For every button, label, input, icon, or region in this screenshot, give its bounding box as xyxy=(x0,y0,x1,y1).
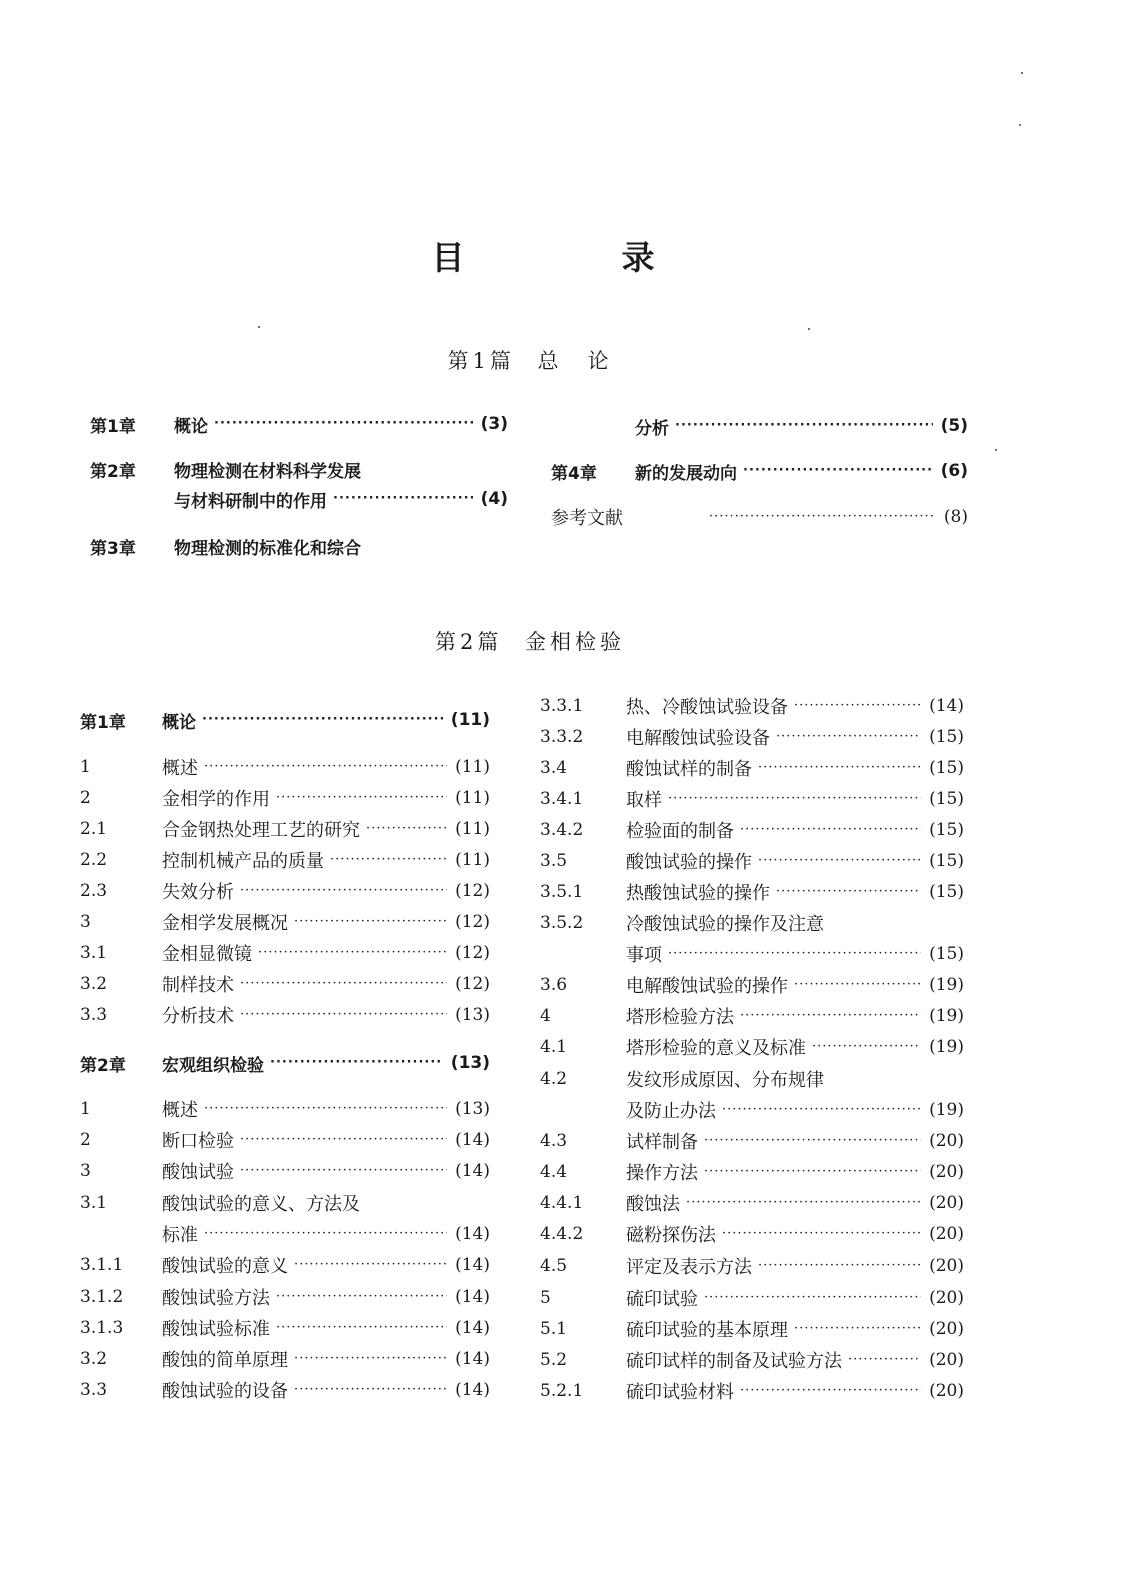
toc-entry-number: 1 xyxy=(80,1099,91,1119)
toc-entry-number: 3.3.2 xyxy=(540,727,584,747)
toc-entry xyxy=(80,1375,490,1405)
toc-entry-page: (12) xyxy=(455,881,490,901)
toc-entry-title: 硫印试验材料 xyxy=(626,1382,734,1403)
scan-speck xyxy=(995,449,997,451)
toc-entry-title: 新的发展动向 xyxy=(635,463,737,484)
toc-entry xyxy=(540,784,964,814)
toc-entry-page: (14) xyxy=(455,1255,490,1275)
toc-entry-number: 5.2.1 xyxy=(540,1381,584,1401)
toc-entry-title: 塔形检验方法 xyxy=(626,1007,734,1028)
dot-leader xyxy=(794,1314,921,1344)
part-2-label: 第2篇 xyxy=(434,630,503,654)
toc-entry xyxy=(540,846,964,876)
dot-leader xyxy=(276,1313,447,1343)
toc-entry-page: (20) xyxy=(929,1256,964,1276)
dot-leader xyxy=(675,411,933,441)
dot-leader xyxy=(758,1251,921,1281)
dot-leader xyxy=(704,1126,921,1156)
dot-leader xyxy=(366,814,447,844)
toc-entry xyxy=(540,1345,964,1375)
toc-entry-page: (15) xyxy=(929,851,964,871)
dot-leader xyxy=(240,1125,447,1155)
toc-entry xyxy=(540,1001,964,1031)
toc-entry-page: (14) xyxy=(929,696,964,716)
toc-entry xyxy=(90,531,508,561)
dot-leader xyxy=(202,705,443,735)
toc-entry-number: 3.4.1 xyxy=(540,789,584,809)
scan-speck xyxy=(258,326,260,328)
toc-entry xyxy=(80,1188,490,1218)
toc-entry-page: (11) xyxy=(450,710,490,730)
toc-entry-number: 4.5 xyxy=(540,1256,568,1276)
dot-leader xyxy=(204,1094,447,1124)
toc-entry-number: 3.3 xyxy=(80,1380,108,1400)
toc-entry xyxy=(551,502,968,532)
toc-entry xyxy=(540,815,964,845)
dot-leader xyxy=(776,877,921,907)
toc-entry xyxy=(80,1250,490,1280)
toc-entry-page: (12) xyxy=(455,912,490,932)
toc-entry xyxy=(540,722,964,752)
dot-leader xyxy=(294,1344,447,1374)
toc-entry-title: 电解酸蚀试验设备 xyxy=(626,728,770,749)
toc-entry-number: 2.2 xyxy=(80,850,108,870)
toc-entry xyxy=(540,970,964,1000)
toc-entry-page: (13) xyxy=(455,1005,490,1025)
toc-entry xyxy=(80,938,490,968)
toc-entry-title: 热酸蚀试验的操作 xyxy=(626,883,770,904)
toc-entry-page: (12) xyxy=(455,943,490,963)
toc-entry-page: (19) xyxy=(929,1100,964,1120)
toc-entry-number: 2 xyxy=(80,788,91,808)
toc-entry-title: 参考文献 xyxy=(551,508,623,529)
toc-entry-title: 硫印试验 xyxy=(626,1289,698,1310)
toc-entry-title: 酸蚀试验的意义、方法及 xyxy=(162,1194,360,1215)
toc-entry-title: 电解酸蚀试验的操作 xyxy=(626,976,788,997)
dot-leader xyxy=(204,752,447,782)
toc-entry xyxy=(540,1126,964,1156)
toc-entry-title: 金相学的作用 xyxy=(162,789,270,810)
toc-entry xyxy=(80,1000,490,1030)
toc-entry xyxy=(90,454,508,484)
dot-leader xyxy=(294,907,447,937)
toc-entry xyxy=(540,1064,964,1094)
toc-entry xyxy=(540,691,964,721)
toc-entry-number: 第3章 xyxy=(90,538,136,559)
toc-entry-number: 3.1.2 xyxy=(80,1287,124,1307)
toc-entry xyxy=(540,1032,964,1062)
dot-leader xyxy=(758,753,921,783)
toc-entry-number: 3.5.2 xyxy=(540,913,584,933)
toc-entry-title: 失效分析 xyxy=(162,882,234,903)
toc-entry-title: 酸蚀试验标准 xyxy=(162,1319,270,1340)
toc-entry-number: 4.4.2 xyxy=(540,1224,584,1244)
toc-entry-number: 第2章 xyxy=(80,1055,126,1076)
toc-entry-number: 3.4.2 xyxy=(540,820,584,840)
toc-entry xyxy=(551,411,968,441)
toc-entry xyxy=(540,877,964,907)
toc-entry-number: 3.6 xyxy=(540,975,568,995)
toc-entry-page: (14) xyxy=(455,1287,490,1307)
toc-entry-title: 制样技术 xyxy=(162,975,234,996)
dot-leader xyxy=(294,1250,447,1280)
toc-entry-title: 金相显微镜 xyxy=(162,944,252,965)
toc-entry-page: (13) xyxy=(450,1053,490,1073)
toc-entry-title: 断口检验 xyxy=(162,1131,234,1152)
toc-entry xyxy=(80,752,490,782)
toc-entry xyxy=(80,705,490,735)
dot-leader xyxy=(270,1048,443,1078)
dot-leader xyxy=(330,845,447,875)
toc-entry xyxy=(540,908,964,938)
toc-entry xyxy=(80,1313,490,1343)
toc-entry xyxy=(540,1219,964,1249)
toc-entry-title: 控制机械产品的质量 xyxy=(162,851,324,872)
toc-entry-page: (14) xyxy=(455,1224,490,1244)
toc-entry-title: 硫印试验的基本原理 xyxy=(626,1320,788,1341)
toc-entry-page: (11) xyxy=(455,850,490,870)
dot-leader xyxy=(240,969,447,999)
toc-entry-number: 4.2 xyxy=(540,1069,568,1089)
toc-entry-number: 2.3 xyxy=(80,881,108,901)
toc-entry-page: (15) xyxy=(929,820,964,840)
toc-entry-number: 3.1 xyxy=(80,943,108,963)
dot-leader xyxy=(258,938,447,968)
toc-entry xyxy=(80,1344,490,1374)
part-1-label: 第1篇 xyxy=(447,349,515,373)
toc-entry xyxy=(540,1283,964,1313)
toc-entry xyxy=(80,814,490,844)
dot-leader xyxy=(333,484,473,514)
toc-entry xyxy=(540,753,964,783)
toc-entry-title: 酸蚀试验 xyxy=(162,1162,234,1183)
toc-entry xyxy=(80,845,490,875)
toc-entry-page: (11) xyxy=(455,757,490,777)
toc-entry-number: 3.4 xyxy=(540,758,568,778)
toc-entry-page: (4) xyxy=(480,489,508,509)
toc-entry-number: 5 xyxy=(540,1288,551,1308)
toc-entry-number: 3.2 xyxy=(80,974,108,994)
toc-entry xyxy=(80,969,490,999)
dot-leader xyxy=(668,784,921,814)
dot-leader xyxy=(743,456,933,486)
dot-leader xyxy=(204,1219,447,1249)
toc-entry-title: 合金钢热处理工艺的研究 xyxy=(162,820,360,841)
toc-entry-number: 3.1 xyxy=(80,1193,108,1213)
toc-entry-title: 概论 xyxy=(174,416,208,437)
dot-leader xyxy=(794,691,921,721)
toc-entry-title: 热、冷酸蚀试验设备 xyxy=(626,697,788,718)
toc-entry-page: (20) xyxy=(929,1193,964,1213)
dot-leader xyxy=(294,1375,447,1405)
toc-entry-page: (6) xyxy=(940,461,968,481)
toc-entry-title: 酸蚀试验的操作 xyxy=(626,852,752,873)
toc-entry-title: 概论 xyxy=(162,712,196,733)
toc-entry xyxy=(540,1157,964,1187)
dot-leader xyxy=(240,1156,447,1186)
dot-leader xyxy=(686,1188,921,1218)
dot-leader xyxy=(276,783,447,813)
page-title: 目 录 xyxy=(431,238,717,277)
dot-leader xyxy=(276,1282,447,1312)
dot-leader xyxy=(240,876,447,906)
part-2-heading xyxy=(0,626,1060,656)
toc-entry xyxy=(540,1188,964,1218)
toc-entry xyxy=(80,1156,490,1186)
toc-entry-number: 4 xyxy=(540,1006,551,1026)
scan-speck xyxy=(1019,124,1021,126)
toc-entry-title: 概述 xyxy=(162,1100,198,1121)
toc-entry-title: 物理检测在材料科学发展 xyxy=(174,461,361,482)
toc-entry-title: 酸蚀试验方法 xyxy=(162,1288,270,1309)
toc-entry-number: 3 xyxy=(80,912,91,932)
dot-leader xyxy=(722,1095,921,1125)
scan-speck xyxy=(1021,72,1023,74)
toc-entry xyxy=(551,456,968,486)
part-1-heading xyxy=(0,345,1060,375)
toc-entry-page: (14) xyxy=(455,1130,490,1150)
toc-entry-title: 标准 xyxy=(162,1225,198,1246)
toc-entry xyxy=(540,1251,964,1281)
toc-entry xyxy=(80,1048,490,1078)
toc-entry-title: 磁粉探伤法 xyxy=(626,1225,716,1246)
toc-entry-page: (15) xyxy=(929,944,964,964)
toc-entry xyxy=(80,876,490,906)
dot-leader xyxy=(740,1376,921,1406)
dot-leader xyxy=(704,1283,921,1313)
toc-entry-page: (20) xyxy=(929,1319,964,1339)
toc-entry-page: (20) xyxy=(929,1350,964,1370)
toc-entry-page: (19) xyxy=(929,1006,964,1026)
toc-entry xyxy=(540,1376,964,1406)
toc-entry-title: 及防止办法 xyxy=(626,1101,716,1122)
toc-entry-page: (20) xyxy=(929,1131,964,1151)
toc-entry-title: 塔形检验的意义及标准 xyxy=(626,1038,806,1059)
dot-leader xyxy=(214,409,473,439)
toc-entry-title: 发纹形成原因、分布规律 xyxy=(626,1070,824,1091)
toc-entry-page: (14) xyxy=(455,1318,490,1338)
part-2-name: 金相检验 xyxy=(525,630,626,654)
part-1-name: 总 论 xyxy=(537,349,613,373)
toc-entry xyxy=(80,1219,490,1249)
toc-entry-page: (15) xyxy=(929,758,964,778)
toc-entry-number: 2.1 xyxy=(80,819,108,839)
toc-entry-page: (8) xyxy=(943,507,968,527)
toc-entry-title: 金相学发展概况 xyxy=(162,913,288,934)
toc-entry-title: 硫印试样的制备及试验方法 xyxy=(626,1351,842,1372)
dot-leader xyxy=(758,846,921,876)
dot-leader xyxy=(740,1001,921,1031)
toc-entry-title: 酸蚀法 xyxy=(626,1194,680,1215)
toc-entry-title: 取样 xyxy=(626,790,662,811)
toc-entry-number: 1 xyxy=(80,757,91,777)
toc-entry-number: 4.1 xyxy=(540,1037,568,1057)
toc-entry-number: 3.5 xyxy=(540,851,568,871)
toc-entry-title: 检验面的制备 xyxy=(626,821,734,842)
toc-entry-title: 酸蚀试验的设备 xyxy=(162,1381,288,1402)
toc-entry-number: 第1章 xyxy=(80,712,126,733)
dot-leader xyxy=(740,815,921,845)
toc-entry-page: (3) xyxy=(480,414,508,434)
dot-leader xyxy=(704,1157,921,1187)
toc-entry-page: (14) xyxy=(455,1161,490,1181)
toc-entry-page: (20) xyxy=(929,1224,964,1244)
toc-entry-page: (12) xyxy=(455,974,490,994)
toc-entry-page: (13) xyxy=(455,1099,490,1119)
toc-entry-title: 分析 xyxy=(635,418,669,439)
toc-entry-number: 2 xyxy=(80,1130,91,1150)
toc-entry xyxy=(80,1282,490,1312)
toc-entry-number: 5.2 xyxy=(540,1350,568,1370)
toc-entry-title: 事项 xyxy=(626,945,662,966)
toc-entry-page: (14) xyxy=(455,1349,490,1369)
toc-entry-title: 宏观组织检验 xyxy=(162,1055,264,1076)
toc-entry xyxy=(540,1095,964,1125)
dot-leader xyxy=(722,1219,921,1249)
toc-entry-title: 物理检测的标准化和综合 xyxy=(174,538,361,559)
toc-entry-page: (20) xyxy=(929,1381,964,1401)
toc-entry-title: 冷酸蚀试验的操作及注意 xyxy=(626,914,824,935)
toc-entry-title: 概述 xyxy=(162,758,198,779)
dot-leader xyxy=(848,1345,921,1375)
toc-entry-title: 分析技术 xyxy=(162,1006,234,1027)
toc-entry-page: (5) xyxy=(940,416,968,436)
toc-entry-title: 酸蚀试验的意义 xyxy=(162,1256,288,1277)
toc-entry-page: (11) xyxy=(455,819,490,839)
toc-entry-number: 3 xyxy=(80,1161,91,1181)
toc-entry xyxy=(80,1094,490,1124)
toc-entry-number: 3.5.1 xyxy=(540,882,584,902)
toc-entry xyxy=(80,907,490,937)
toc-entry-page: (19) xyxy=(929,975,964,995)
toc-entry-number: 第1章 xyxy=(90,416,136,437)
toc-entry-title: 试样制备 xyxy=(626,1132,698,1153)
toc-entry-page: (15) xyxy=(929,789,964,809)
dot-leader xyxy=(794,970,921,1000)
toc-entry-page: (15) xyxy=(929,882,964,902)
toc-entry-number: 3.2 xyxy=(80,1349,108,1369)
toc-entry-page: (14) xyxy=(455,1380,490,1400)
toc-entry-number: 3.3 xyxy=(80,1005,108,1025)
toc-entry-page: (20) xyxy=(929,1288,964,1308)
toc-entry-title: 与材料研制中的作用 xyxy=(174,491,327,512)
toc-entry xyxy=(540,939,964,969)
toc-entry-title: 评定及表示方法 xyxy=(626,1257,752,1278)
toc-entry-page: (20) xyxy=(929,1162,964,1182)
toc-entry-number: 5.1 xyxy=(540,1319,568,1339)
toc-entry-number: 4.4 xyxy=(540,1162,568,1182)
dot-leader xyxy=(668,939,921,969)
toc-entry-number: 3.1.3 xyxy=(80,1318,124,1338)
toc-entry xyxy=(90,484,508,514)
dot-leader xyxy=(709,502,933,532)
dot-leader xyxy=(776,722,921,752)
toc-entry-title: 酸蚀试样的制备 xyxy=(626,759,752,780)
toc-entry-number: 第2章 xyxy=(90,461,136,482)
toc-entry-number: 第4章 xyxy=(551,463,597,484)
toc-entry-title: 酸蚀的简单原理 xyxy=(162,1350,288,1371)
toc-entry-number: 4.3 xyxy=(540,1131,568,1151)
toc-entry-title: 操作方法 xyxy=(626,1163,698,1184)
dot-leader xyxy=(240,1000,447,1030)
toc-entry-page: (19) xyxy=(929,1037,964,1057)
scan-speck xyxy=(808,328,810,330)
toc-entry-number: 4.4.1 xyxy=(540,1193,584,1213)
toc-entry-number: 3.1.1 xyxy=(80,1255,124,1275)
toc-entry xyxy=(80,783,490,813)
toc-entry-number: 3.3.1 xyxy=(540,696,584,716)
toc-entry-page: (15) xyxy=(929,727,964,747)
toc-entry xyxy=(540,1314,964,1344)
toc-entry xyxy=(90,409,508,439)
toc-entry xyxy=(80,1125,490,1155)
toc-entry-page: (11) xyxy=(455,788,490,808)
dot-leader xyxy=(812,1032,921,1062)
